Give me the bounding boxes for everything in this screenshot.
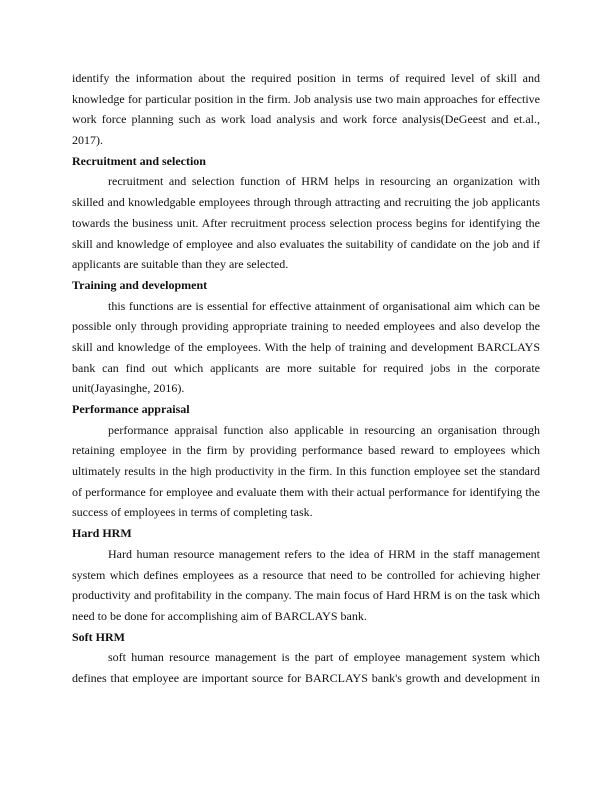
text-line: system which defines employees as a resource that need to be controlled for achieving higher (72, 567, 540, 582)
section-heading: Performance appraisal (72, 402, 190, 416)
paragraph (72, 68, 540, 151)
text-line: towards the business unit. After recruitment process selection process begins for identifying the (72, 215, 540, 230)
text-line: this functions are is essential for effective attainment of organisational aim which can be (108, 298, 540, 313)
section-heading: Hard HRM (72, 526, 132, 541)
text-line: need to be done for accomplishing aim of BARCLAYS bank. (72, 608, 367, 623)
text-line: retaining employee in the firm by providing performance based reward to employees which (72, 443, 540, 458)
text-line: knowledge for particular position in the firm. Job analysis use two main approaches for effective (72, 91, 540, 106)
section-heading: Recruitment and selection (72, 153, 206, 168)
section-heading: Training and development (72, 277, 208, 292)
text-line: recruitment and selection function of HRM helps in resourcing an organization with (108, 174, 540, 189)
text-line: skilled and knowledgable employees through through attracting and recruiting the job applicants (72, 195, 540, 210)
paragraph (72, 647, 540, 688)
text-line: bank can find out which applicants are more suitable for required jobs in the corporate (72, 360, 540, 375)
text-line: performance appraisal function also applicable in resourcing an organisation through (108, 422, 540, 437)
paragraph (72, 420, 540, 523)
text-line: soft human resource management is the part of employee management system which (108, 650, 540, 665)
text-line: of performance for employee and evaluate them with their actual performance for identifying the (72, 484, 540, 499)
text-line: success of employees in terms of completing task. (72, 505, 313, 520)
paragraph (72, 171, 540, 274)
text-line: ultimately results in the high productivity in the firm. In this function employee set the standard (72, 464, 540, 479)
text-line: productivity and profitability in the company. The main focus of Hard HRM is on the task which (72, 588, 540, 603)
text-line: applicants are suitable than they are selected. (72, 257, 289, 272)
text-line: skill and knowledge of the employees. With the help of training and development BARCLAYS (72, 339, 540, 354)
paragraph (72, 296, 540, 399)
paragraph (72, 544, 540, 627)
section-heading: Soft HRM (72, 629, 125, 644)
text-line: possible only through providing appropriate training to needed employees and also develop the (72, 319, 540, 334)
text-line: 2017). (72, 133, 103, 148)
text-line: identify the information about the required position in terms of required level of skill and (72, 71, 540, 85)
text-line: defines that employee are important source for BARCLAYS bank's growth and development in (72, 670, 540, 685)
text-line: Hard human resource management refers to the idea of HRM in the staff management (108, 546, 540, 561)
text-line: work force planning such as work load analysis and work force analysis(DeGeest and et.al., (72, 112, 540, 127)
document-body (72, 68, 540, 689)
text-line: skill and knowledge of employee and also evaluates the suitability of candidate on the job and if (72, 236, 540, 251)
text-line: unit(Jayasinghe, 2016). (72, 381, 185, 396)
